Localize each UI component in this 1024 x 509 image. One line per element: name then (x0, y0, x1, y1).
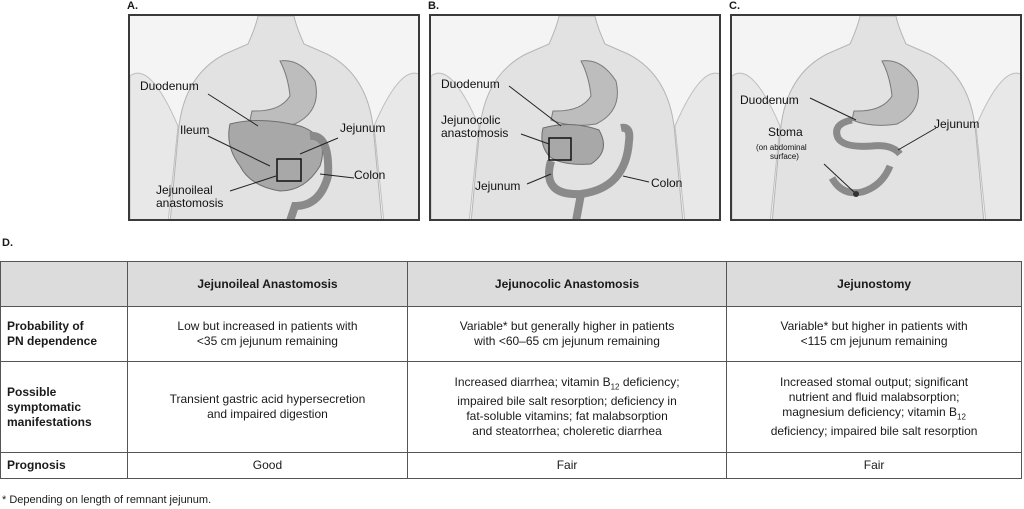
cell-manifest-jejunostomy: Increased stomal output; significant nutrient and fluid malabsorption; magnesium deficiency; vitamin $B_{12}$ deficiency; impaired bile salt resorption (727, 362, 1022, 453)
header-jejunocolic: Jejunocolic Anastomosis (407, 262, 726, 307)
right-arm (675, 73, 721, 221)
cell-pn-jejunoileal: Low but increased in patients with <35 cm jejunum remaining (128, 307, 408, 362)
label-stoma: Stoma (768, 125, 803, 139)
label-colon: Colon (651, 176, 683, 190)
label-jejunum: Jejunum (475, 179, 521, 193)
right-arm (976, 73, 1022, 221)
label-duodenum: Duodenum (140, 79, 199, 93)
table-row-prognosis (1, 453, 1022, 479)
cell-pn-jejunostomy: Variable* but higher in patients with <115 cm jejunum remaining (727, 307, 1022, 362)
panel-c-letter: C. (729, 0, 740, 12)
panel-a-letter: A. (127, 0, 138, 12)
table-row-manifestations (1, 362, 1022, 453)
label-anastomosis-line1: Jejunoileal (156, 183, 213, 197)
header-jejunostomy: Jejunostomy (727, 262, 1022, 307)
cell-manifest-jejunoileal: Transient gastric acid hypersecretion and impaired digestion (128, 362, 408, 453)
cell-prognosis-jejunocolic: Fair (407, 453, 726, 479)
table-row-pn-dependence (1, 307, 1022, 362)
label-ileum: Ileum (180, 123, 210, 137)
label-anastomosis-line2: anastomosis (156, 196, 224, 210)
panel-c-jejunostomy-diagram (730, 14, 1022, 221)
row-label-manifestations: Possible symptomatic manifestations (1, 362, 128, 453)
right-arm (374, 73, 420, 221)
left-arm (431, 73, 479, 221)
row-label-pn-dependence: Probability of PN dependence (1, 307, 128, 362)
cell-manifest-jejunocolic: Increased diarrhea; vitamin $B_{12}$ deficiency; impaired bile salt resorption; deficiency in fat-soluble vitamins; fat malabsorption and steatorrhea; choleretic diarrhea (407, 362, 726, 453)
header-jejunoileal: Jejunoileal Anastomosis (128, 262, 408, 307)
label-duodenum: Duodenum (441, 77, 500, 91)
panel-b-jejunocolic-diagram (429, 14, 721, 221)
label-colon: Colon (354, 168, 386, 182)
cell-prognosis-jejunostomy: Fair (727, 453, 1022, 479)
label-stoma-note-line2: surface) (770, 152, 799, 161)
comparison-table (0, 261, 1022, 479)
label-duodenum: Duodenum (740, 93, 799, 107)
cell-pn-jejunocolic: Variable* but generally higher in patients with <60–65 cm jejunum remaining (407, 307, 726, 362)
label-stoma-note-line1: (on abdominal (756, 143, 807, 152)
label-anastomosis-line2: anastomosis (441, 126, 509, 140)
label-jejunum: Jejunum (340, 121, 386, 135)
panel-a-jejunoileal-diagram (128, 14, 420, 221)
table-section-letter: D. (2, 237, 13, 249)
footnote: * Depending on length of remnant jejunum. (2, 494, 212, 506)
label-jejunum: Jejunum (934, 117, 980, 131)
header-corner (1, 262, 128, 307)
row-label-prognosis: Prognosis (1, 453, 128, 479)
label-anastomosis-line1: Jejunocolic (441, 113, 501, 127)
table-header-row (1, 262, 1022, 307)
panel-b-letter: B. (428, 0, 439, 12)
cell-prognosis-jejunoileal: Good (128, 453, 408, 479)
